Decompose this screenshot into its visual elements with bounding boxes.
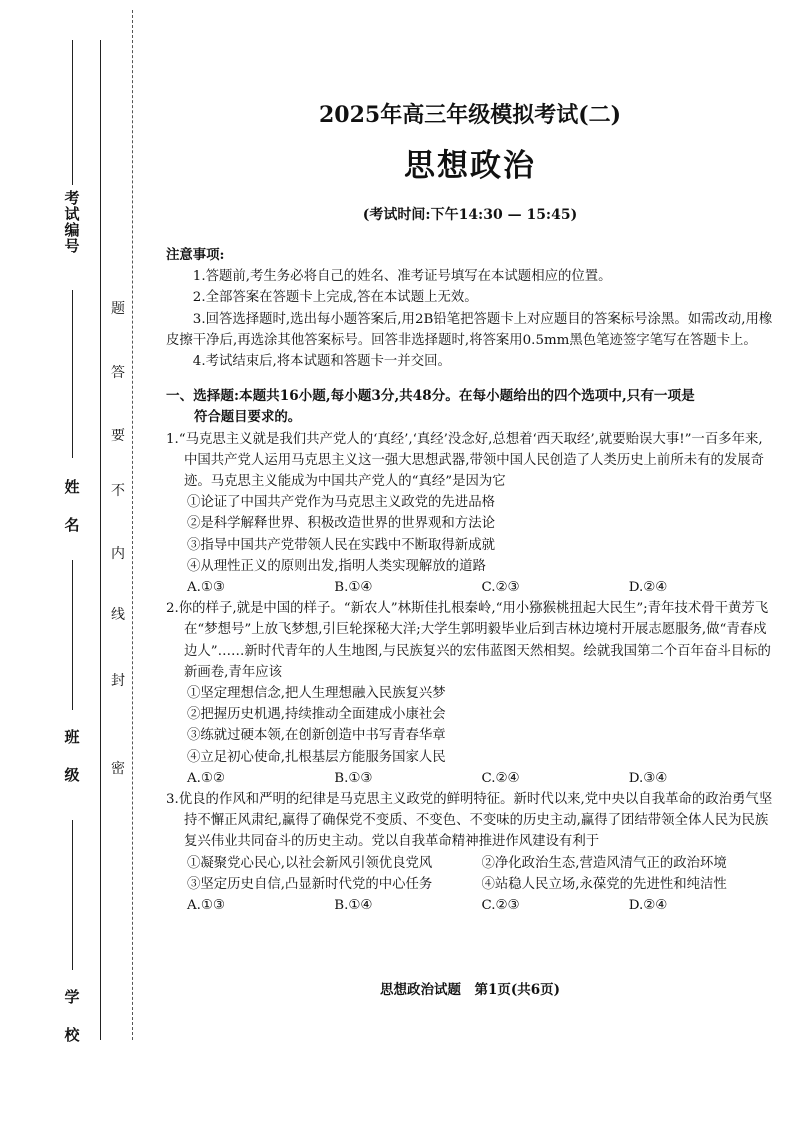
option-row [166, 853, 776, 874]
answer-choices [166, 768, 776, 789]
question-option: ①论证了中国共产党作为马克思主义政党的先进品格 [187, 495, 495, 511]
answer-choices [166, 577, 776, 598]
question-option: ④立足初心使命,扎根基层方能服务国家人民 [187, 749, 446, 765]
question-option: ④从理性正义的原则出发,指明人类实现解放的道路 [187, 558, 486, 574]
choice-d: D.②④ [628, 898, 668, 914]
school-label: 学 校 [64, 988, 80, 1044]
seal-char: 密 [111, 761, 125, 777]
notice-item: 1.答题前,考生务必将自己的姓名、准考证号填写在本试题相应的位置。 [192, 269, 612, 285]
section-heading: 一、选择题:本题共16小题,每小题3分,共48分。在每小题给出的四个选项中,只有一项是 [166, 388, 695, 405]
exam-title: 2025年高三年级模拟考试(二) [318, 102, 622, 128]
exam-no-label: 考 试 编 号 [64, 189, 80, 255]
class-underline [72, 560, 74, 710]
class-label: 班 级 [64, 728, 80, 784]
choice-a: A.①③ [187, 580, 225, 596]
choice-b: B.①③ [334, 770, 373, 786]
choice-d: D.②④ [628, 580, 668, 596]
seal-char: 封 [111, 673, 125, 689]
page-footer: 思想政治试题 第1页(共6页) [379, 982, 561, 998]
seal-char: 答 [111, 365, 125, 381]
choice-b: B.①④ [334, 580, 373, 596]
school-underline [72, 820, 74, 970]
binding-margin [0, 0, 140, 1123]
question-stem: 2.你的样子,就是中国的样子。“新农人”林斯佳扎根秦岭,“用小猕猴桃扭起大民生”;青年技术骨干黄芳飞在“梦想号”上放飞梦想,引巨轮探秘大洋;大学生郭明毅毕业后到吉林边境村开展志愿服务,做“青春戍边人”……新时代青年的人生地图,与民族复兴的宏伟蓝图天然相契。绘就我国第二个百年奋斗目标的新画卷,青年应该 [166, 601, 771, 680]
name-label: 姓 名 [64, 478, 80, 534]
notice-item: 2.全部答案在答题卡上完成,答在本试题上无效。 [192, 290, 478, 306]
exam-no-underline [72, 40, 74, 185]
question-option: ①坚定理想信念,把人生理想融入民族复兴梦 [187, 686, 446, 702]
answer-choices [166, 895, 776, 916]
choice-a: A.①③ [187, 898, 225, 914]
seal-char: 线 [111, 607, 125, 623]
seal-char: 题 [111, 301, 125, 317]
notice-item: 4.考试结束后,将本试题和答题卡一并交回。 [192, 354, 451, 370]
choice-c: C.②③ [481, 580, 520, 596]
name-underline [72, 290, 74, 458]
question-option: ②把握历史机遇,持续推动全面建成小康社会 [187, 707, 446, 723]
exam-content [166, 245, 776, 916]
choice-c: C.②④ [481, 770, 520, 786]
notice-item: 3.回答选择题时,选出每小题答案后,用2B铅笔把答题卡上对应题目的答案标号涂黑。如需改动,用橡皮擦干净后,再选涂其他答案标号。回答非选择题时,将答案用0.5mm黑色笔迹签字笔写在答题卡上。 [166, 311, 773, 348]
question-option: ②净化政治生态,营造风清气正的政治环境 [481, 855, 727, 871]
seal-char: 不 [111, 483, 125, 499]
section-heading-cont: 符合题目要求的。 [194, 409, 302, 426]
binding-line-solid [100, 40, 101, 1040]
choice-d: D.③④ [628, 770, 668, 786]
choice-b: B.①④ [334, 898, 373, 914]
exam-time: (考试时间:下午14:30 — 15:45) [362, 207, 578, 223]
seal-char: 要 [111, 428, 125, 444]
question-option: ③练就过硬本领,在创新创造中书写青春华章 [187, 728, 446, 744]
choice-a: A.①② [187, 770, 225, 786]
notice-heading: 注意事项: [166, 247, 225, 263]
question-option: ③坚定历史自信,凸显新时代党的中心任务 [187, 876, 433, 892]
subject-title: 思想政治 [404, 148, 536, 184]
question-option: ②是科学解释世界、积极改造世界的世界观和方法论 [187, 516, 495, 532]
question-option: ③指导中国共产党带领人民在实践中不断取得新成就 [187, 537, 495, 553]
question-stem: 3.优良的作风和严明的纪律是马克思主义政党的鲜明特征。新时代以来,党中央以自我革命的政治勇气坚持不懈正风肃纪,赢得了确保党不变质、不变色、不变味的历史主动,赢得了团结带领全体人民为民族复兴伟业共同奋斗的历史主动。党以自我革命精神推进作风建设有利于 [166, 792, 773, 850]
seal-char: 内 [111, 546, 125, 562]
choice-c: C.②③ [481, 898, 520, 914]
option-row [166, 874, 776, 895]
question-option: ④站稳人民立场,永葆党的先进性和纯洁性 [481, 876, 727, 892]
binding-line-dashed [132, 10, 133, 1040]
question-stem: 1.“马克思主义就是我们共产党人的‘真经’,‘真经’没念好,总想着‘西天取经’,就要贻误大事!”一百多年来,中国共产党人运用马克思主义这一强大思想武器,带领中国人民创造了人类历史上前所未有的发展奇迹。马克思主义能成为中国共产党人的“真经”是因为它 [166, 431, 765, 490]
question-option: ①凝聚党心民心,以社会新风引领优良党风 [187, 855, 433, 871]
